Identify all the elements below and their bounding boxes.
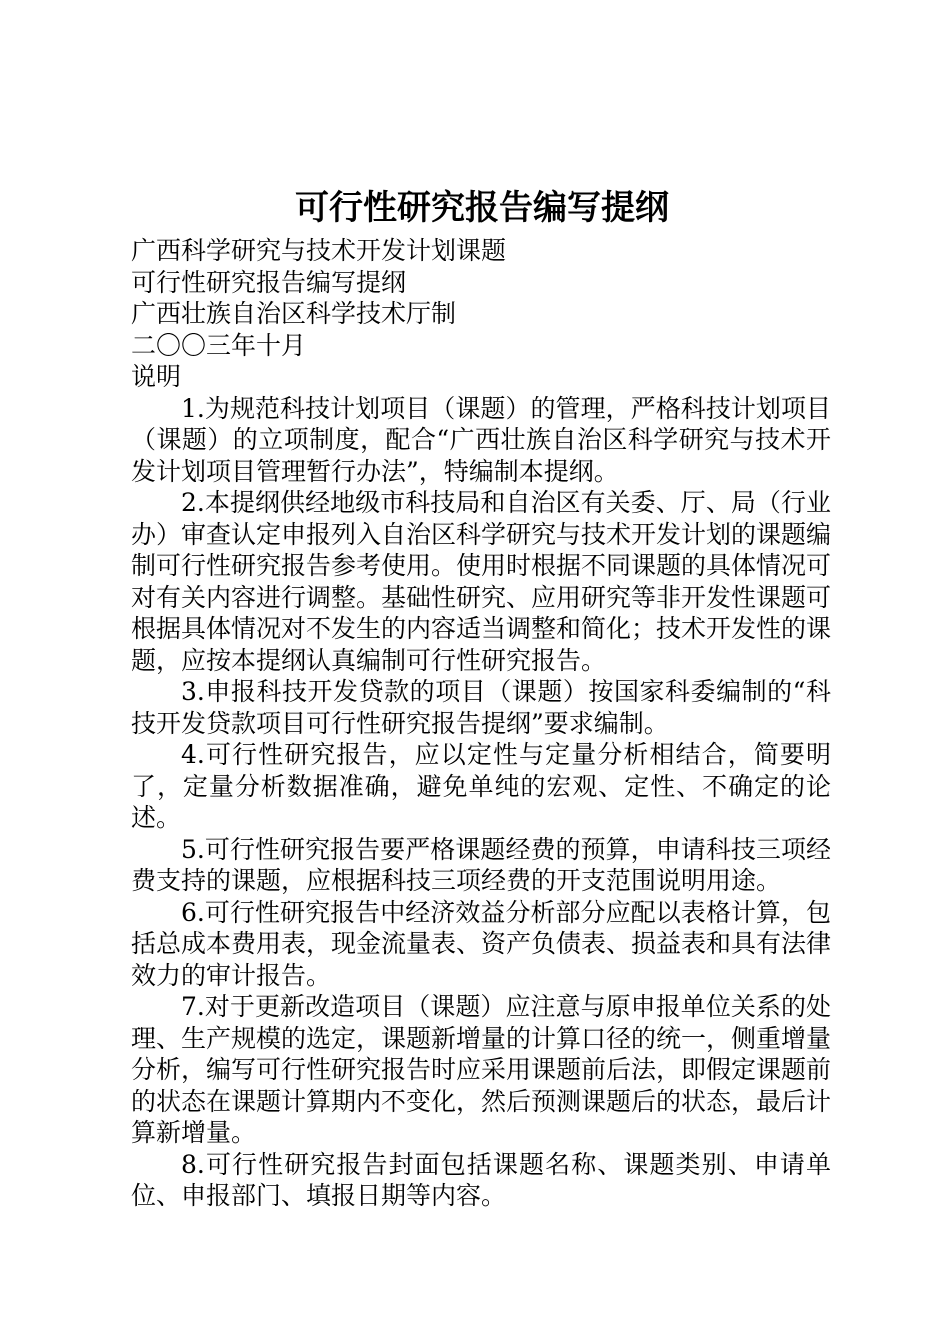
paragraph-2: 2.本提纲供经地级市科技局和自治区有关委、厅、局（行业办）审查认定申报列入自治区科学研究与技术开发计划的课题编制可行性研究报告参考使用。使用时根据不同课题的具体情况可对有关内容进行调整。基础性研究、应用研究等非开发性课题可根据具体情况对不发生的内容适当调整和简化；技术开发性的课题，应按本提纲认真编制可行性研究报告。	[131, 488, 832, 675]
paragraph-1: 1.为规范科技计划项目（课题）的管理，严格科技计划项目（课题）的立项制度，配合“广西壮族自治区科学研究与技术开发计划项目管理暂行办法”，特编制本提纲。	[131, 393, 831, 486]
section-heading: 说明	[131, 362, 182, 391]
issuer-line: 广西壮族自治区科学技术厅制	[131, 299, 457, 328]
paragraph-4: 4.可行性研究报告，应以定性与定量分析相结合，简要明了，定量分析数据准确，避免单纯的宏观、定性、不确定的论述。	[131, 740, 831, 832]
document-body	[131, 235, 831, 1212]
date-line: 二〇〇三年十月	[131, 330, 307, 360]
paragraph-7: 7.对于更新改造项目（课题）应注意与原申报单位关系的处理、生产规模的选定，课题新增量的计算口径的统一，侧重增量分析，编写可行性研究报告时应采用课题前后法，即假定课题前的状态在课题计算期内不变化，然后预测课题后的状态，最后计算新增量。	[131, 992, 832, 1147]
paragraph-6: 6.可行性研究报告中经济效益分析部分应配以表格计算，包括总成本费用表，现金流量表、资产负债表、损益表和具有法律效力的审计报告。	[131, 897, 832, 990]
document-title: 可行性研究报告编写提纲	[295, 188, 669, 228]
paragraph-3: 3.申报科技开发贷款的项目（课题）按国家科委编制的“科技开发贷款项目可行性研究报告提纲”要求编制。	[131, 677, 831, 738]
paragraph-8: 8.可行性研究报告封面包括课题名称、课题类别、申请单位、申报部门、填报日期等内容。	[131, 1149, 831, 1210]
subtitle-line: 可行性研究报告编写提纲	[131, 267, 407, 297]
paragraph-5: 5.可行性研究报告要严格课题经费的预算，申请科技三项经费支持的课题，应根据科技三项经费的开支范围说明用途。	[131, 834, 831, 895]
program-name-line: 广西科学研究与技术开发计划课题	[131, 236, 507, 265]
